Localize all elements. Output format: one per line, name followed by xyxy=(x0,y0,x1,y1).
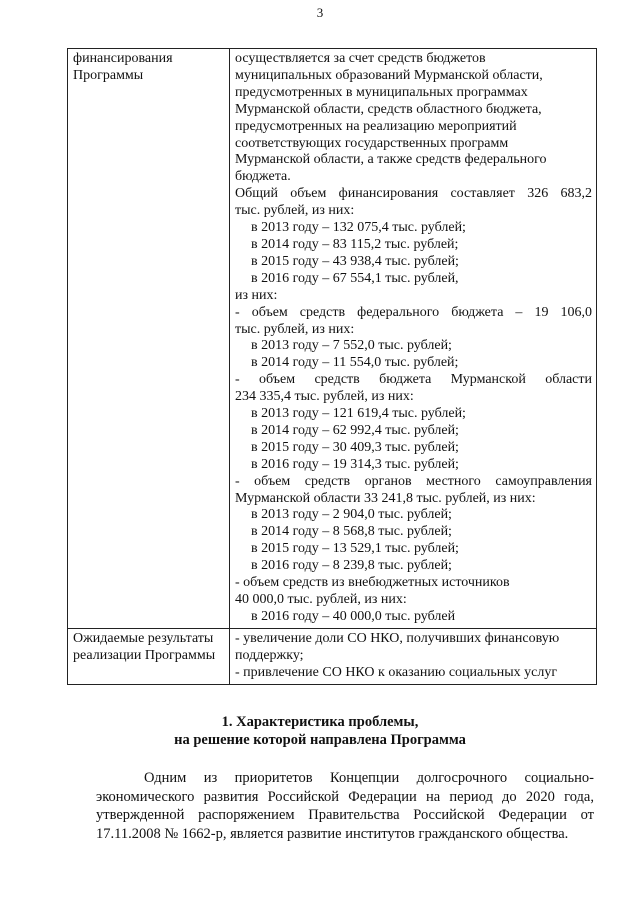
row1-text-line: бюджета. xyxy=(235,169,291,185)
row1-text-line: в 2016 году – 67 554,1 тыс. рублей, xyxy=(251,270,459,286)
row-label-financing xyxy=(68,49,230,629)
row2-text-line: поддержку; xyxy=(235,647,304,663)
row1-text-line: - объем средств бюджета Мурманской области xyxy=(235,372,592,388)
row1-text-line: тыс. рублей, из них: xyxy=(235,203,355,219)
section-heading-line-2: на решение которой направлена Программа xyxy=(174,732,466,748)
row1-text-line: соответствующих государственных программ xyxy=(235,135,509,151)
section-heading-line-1: 1. Характеристика проблемы, xyxy=(221,714,419,730)
row1-text-line: в 2013 году – 121 619,4 тыс. рублей; xyxy=(251,406,466,422)
row1-text-line: Общий объем финансирования составляет 326 683,2 xyxy=(235,186,592,202)
paragraph-line: утвержденной распоряжением Правительства Российской Федерации от xyxy=(96,807,594,824)
row1-text-line: в 2016 году – 40 000,0 тыс. рублей xyxy=(251,608,456,624)
row-label-expected-results xyxy=(68,628,230,684)
row1-text-line: в 2014 году – 8 568,8 тыс. рублей; xyxy=(251,524,452,540)
row1-text-line: в 2014 году – 62 992,4 тыс. рублей; xyxy=(251,422,459,438)
row1-text-line: Мурманской области 33 241,8 тыс. рублей, из них: xyxy=(235,490,536,506)
row1-text-line: в 2016 году – 19 314,3 тыс. рублей; xyxy=(251,456,459,472)
row1-text-line: предусмотренных на реализацию мероприятий xyxy=(235,118,517,134)
row1-text-line: в 2014 году – 11 554,0 тыс. рублей; xyxy=(251,355,459,371)
row2-text-line: - привлечение СО НКО к оказанию социальных услуг xyxy=(235,664,558,680)
row1-text-line: муниципальных образований Мурманской области, xyxy=(235,67,543,83)
row1-text-line: в 2013 году – 132 075,4 тыс. рублей; xyxy=(251,220,466,236)
section-paragraph xyxy=(96,769,594,843)
row1-text-line: - объем средств органов местного самоуправления xyxy=(235,473,592,489)
row1-text-line: в 2013 году – 7 552,0 тыс. рублей; xyxy=(251,338,452,354)
row1-text-line: из них: xyxy=(235,287,278,303)
row2-label-line: Ожидаемые результаты xyxy=(73,630,214,646)
paragraph-line: 17.11.2008 № 1662-р, является развитие институтов гражданского общества. xyxy=(96,825,569,842)
paragraph-line: экономического развития Российской Федерации на период до 2020 года, xyxy=(96,788,594,805)
row1-text-line: в 2015 году – 43 938,4 тыс. рублей; xyxy=(251,253,459,269)
row1-text-line: в 2013 году – 2 904,0 тыс. рублей; xyxy=(251,507,452,523)
table-row-expected-results xyxy=(68,628,597,684)
page-number: 3 xyxy=(316,5,324,20)
row1-text-line: - объем средств из внебюджетных источников xyxy=(235,575,510,591)
row1-text-line: 40 000,0 тыс. рублей, из них: xyxy=(235,592,407,607)
paragraph-line: Одним из приоритетов Концепции долгосрочного социально- xyxy=(144,770,594,786)
table-row-financing xyxy=(68,49,597,629)
row1-label-line: финансирования xyxy=(73,51,173,66)
row2-text-line: - увеличение доли СО НКО, получивших финансовую xyxy=(235,630,560,646)
row1-text-line: осуществляется за счет средств бюджетов xyxy=(235,51,486,66)
row-value-financing xyxy=(230,49,597,629)
row1-text-line: в 2015 году – 13 529,1 тыс. рублей; xyxy=(251,541,459,557)
row1-text-line: Мурманской области, средств областного бюджета, xyxy=(235,101,542,117)
row1-text-line: предусмотренных в муниципальных программах xyxy=(235,84,528,100)
row1-text-line: Мурманской области, а также средств федерального xyxy=(235,152,547,168)
row-value-expected-results xyxy=(230,628,597,684)
row1-text-line: 234 335,4 тыс. рублей, из них: xyxy=(235,389,414,405)
row1-text-line: в 2014 году – 83 115,2 тыс. рублей; xyxy=(251,236,459,252)
row1-text-line: в 2016 году – 8 239,8 тыс. рублей; xyxy=(251,558,452,574)
row1-label-line: Программы xyxy=(73,67,144,83)
row1-text-line: тыс. рублей, из них: xyxy=(235,321,355,337)
row1-text-line: - объем средств федерального бюджета – 19 106,0 xyxy=(235,304,592,320)
row2-label-line: реализации Программы xyxy=(73,647,216,663)
program-passport-table xyxy=(67,48,597,685)
row1-text-line: в 2015 году – 30 409,3 тыс. рублей; xyxy=(251,439,459,455)
